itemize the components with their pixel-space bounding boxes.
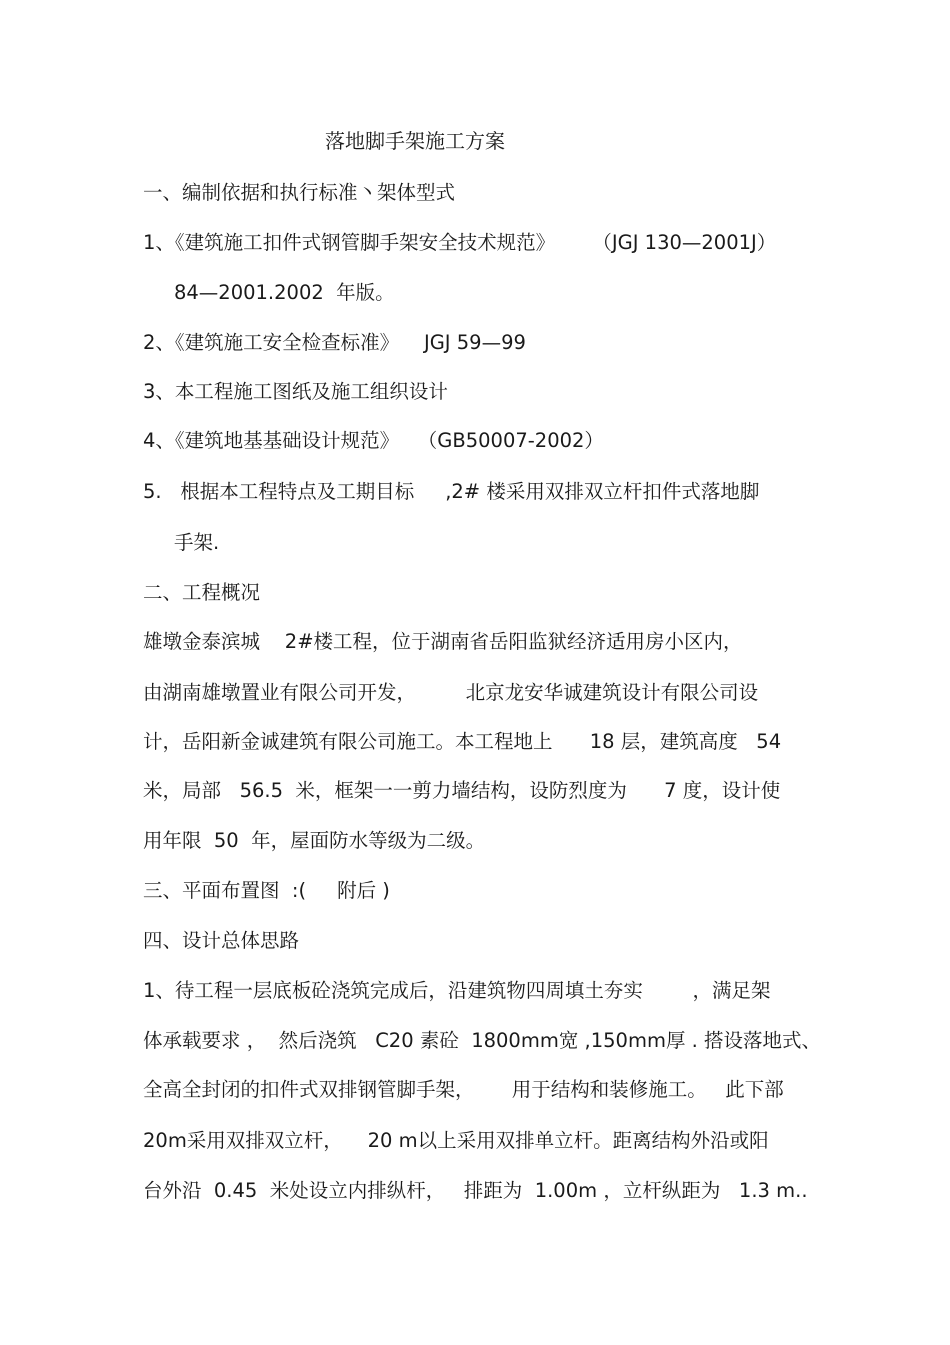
text-line: 台外沿 0.45 米处设立内排纵杆， 排距为 1.00m ，立杆纵距为 1.3 m..: [143, 1179, 808, 1202]
text-line: 3、本工程施工图纸及施工组织设计: [143, 380, 448, 403]
text-line: 4、《建筑地基基础设计规范》 （GB50007-2002）: [143, 429, 604, 452]
text-line: 5. 根据本工程特点及工期目标 ,2# 楼采用双排双立杆扣件式落地脚: [143, 480, 760, 503]
text-line: 1、《建筑施工扣件式钢管脚手架安全技术规范》 （JGJ 130—2001J）: [143, 231, 777, 254]
text-line: 1、待工程一层底板砼浇筑完成后，沿建筑物四周填土夯实 ，满足架: [143, 979, 771, 1002]
section-heading: 二、工程概况: [143, 581, 261, 604]
text-line: 全高全封闭的扣件式双排钢管脚手架， 用于结构和装修施工。 此下部: [143, 1078, 784, 1101]
text-line: 84—2001.2002 年版。: [143, 281, 395, 304]
text-line: 体承载要求 ， 然后浇筑 C20 素砼 1800mm宽 ,150mm厚 . 搭设落地式、: [143, 1029, 822, 1052]
section-heading: 一、编制依据和执行标准丶架体型式: [143, 181, 456, 204]
text-line: 手架.: [143, 531, 220, 554]
section-heading: 四、设计总体思路: [143, 929, 300, 952]
text-line: 20m采用双排双立杆， 20 m以上采用双排单立杆。距离结构外沿或阳: [143, 1129, 769, 1152]
text-line: 雄墩金泰滨城 2#楼工程，位于湖南省岳阳监狱经济适用房小区内，: [143, 630, 743, 653]
doc-title: 落地脚手架施工方案: [325, 129, 505, 153]
text-line: 2、《建筑施工安全检查标准》 JGJ 59—99: [143, 331, 526, 354]
text-line: 米，局部 56.5 米，框架一一剪力墙结构，设防烈度为 7 度，设计使: [143, 779, 781, 802]
text-line: 用年限 50 年，屋面防水等级为二级。: [143, 829, 486, 852]
text-line: 由湖南雄墩置业有限公司开发， 北京龙安华诚建筑设计有限公司设: [143, 681, 759, 704]
section-heading: 三、平面布置图 :( 附后 ): [143, 879, 390, 902]
text-line: 计，岳阳新金诚建筑有限公司施工。本工程地上 18 层，建筑高度 54: [143, 730, 782, 753]
